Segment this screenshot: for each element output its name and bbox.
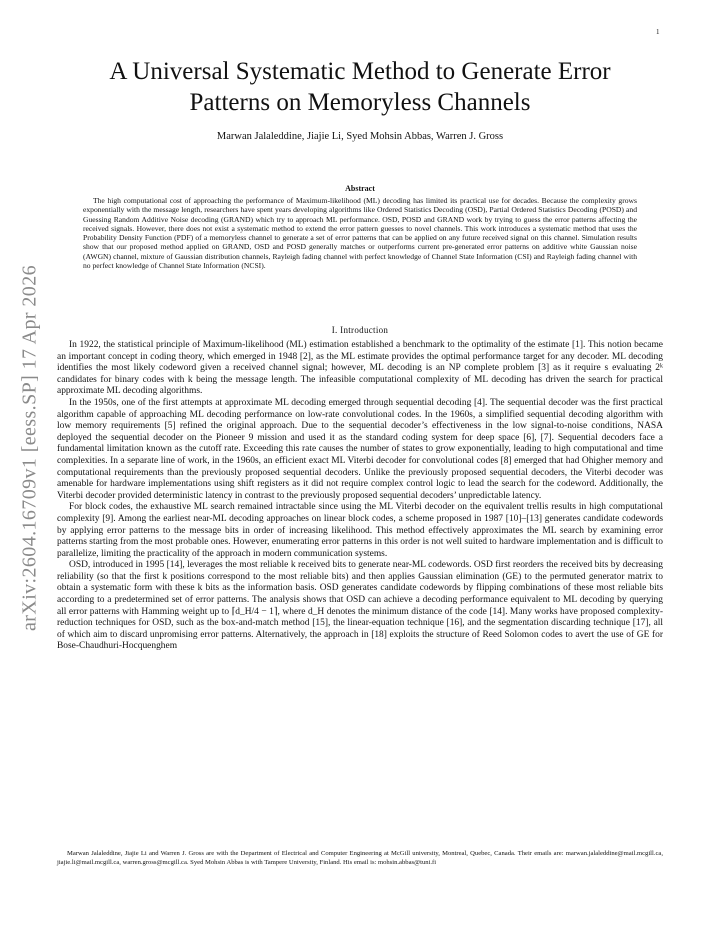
- author-affiliation-footnote: Marwan Jalaleddine, Jiajie Li and Warren J. Gross are with the Department of Electrical and Computer Engineering at McGill university, Montreal, Quebec, Canada. Their emails are: marwan.jalaleddine@mail.mcgill.ca, jiajie.li@mail.mcgill.ca, warren.gross@mcgill.ca. Syed Mohsin Abbas is with Tampere University, Finland. His email is: mohsin.abbas@tuni.fi: [57, 850, 663, 866]
- title-line-1: A Universal Systematic Method to Generate Error: [109, 58, 611, 85]
- page-number: 1: [656, 28, 660, 36]
- paper-title: [40, 56, 680, 118]
- author-list: Marwan Jalaleddine, Jiajie Li, Syed Mohsin Abbas, Warren J. Gross: [216, 131, 504, 142]
- abstract-text: The high computational cost of approaching the performance of Maximum-likelihood (ML) decoding has limited its practical use for decades. Because the complexity grows exponentially with the message length, researchers have spent years developing algorithms like Ordered Statistics Decoding (OSD), Partial Ordered Statistics Decoding (POSD) and Guessing Random Additive Noise decoding (GRAND) which try to approach ML performance. OSD, POSD and GRAND work by trying to guess the error patterns affecting the received signals. However, there does not exist a systematic method to extend the error pattern guesses to novel channels. This work introduces a systematic method that uses the Probability Density Function (PDF) of a memoryless channel to generate a set of error patterns that can be applied on any future received signal on this channel. Simulation results show that our proposed method applied on GRAND, OSD and POSD generally matches or outperforms current pre-generated error patterns on additive white Gaussian noise (AWGN) channel, mixture of Gaussian distribution channels, Rayleigh fading channel with perfect knowledge of Channel State Information (CSI) and Rayleigh fading channel with no perfect knowledge of Channel State Information (NCSI).: [83, 196, 637, 271]
- title-line-2: Patterns on Memoryless Channels: [189, 89, 531, 116]
- arxiv-watermark[interactable]: arXiv:2604.16709v1 [eess.SP] 17 Apr 2026: [18, 265, 41, 631]
- intro-paragraph-1: In 1922, the statistical principle of Maximum-likelihood (ML) estimation established a benchmark to the optimality of the estimate [1]. This notion became an important concept in coding theory, which emerged in 1948 [2], as the ML estimate provides the optimal performance target for any decoder. ML decoding identifies the most likely codeword given a received channel signal; however, ML decoding is an NP complete problem [3] as it require s evaluating 2ᵏ candidates for binary codes with k being the message length. The infeasible computational complexity of ML decoding has driven the search for practical approximate ML decoding algorithms.: [57, 340, 663, 397]
- intro-paragraph-2: In the 1950s, one of the first attempts at approximate ML decoding emerged through sequential decoding [4]. The sequential decoder was the first practical algorithm capable of approaching ML decoding performance on low-rate convolutional codes. In the 1960s, a simplified sequential decoding algorithm with low memory requirements [5] refined the original approach. Due to the sequential decoder’s effectiveness in the low signal-to-noise conditions, NASA deployed the sequential decoder on the Pioneer 9 mission and used it as the standard coding system for deep space [6], [7]. Sequential decoders face a fundamental limitation known as the cutoff rate. Exceeding this rate causes the number of states to grow exponentially, leading to high computational and time complexities. In a separate line of work, in the 1960s, an efficient exact ML Viterbi decoder for convolutional codes [8] emerged that had Ohigher memory and computational requirements than the previously proposed sequential decoders. Unlike the previously proposed sequential decoders, the Viterbi decoder was amenable for hardware implementations using shift registers as it did not require complex control logic to lead the search for the codeword. Additionally, the Viterbi decoder provided deterministic latency in contrast to the previously proposed sequential decoders’ unpredictable latency.: [57, 397, 663, 501]
- abstract-heading: Abstract: [345, 184, 375, 193]
- intro-paragraph-3: For block codes, the exhaustive ML search remained intractable since using the ML Viterbi decoder on the equivalent trellis results in high computational complexity [9]. Among the earliest near-ML decoding approaches on linear block codes, a scheme proposed in 1987 [10]–[13] generates candidate codewords by applying error patterns to the message bits in order of increasing likelihood. This method effectively approximates the ML search by examining error patterns starting from the most probable ones. However, enumerating error patterns in this order is not well suited to hardware implementation and is difficult to parallelize, limiting the practicality of the approach in modern communication systems.: [57, 502, 663, 559]
- intro-paragraph-4: OSD, introduced in 1995 [14], leverages the most reliable k received bits to generate near-ML codewords. OSD first reorders the received bits by decreasing reliability (so that the first k positions correspond to the most reliable bits) and then applies Gaussian elimination (GE) to the permuted generator matrix to obtain a systematic form with these k bits as the information basis. OSD generates candidate codewords by flipping combinations of these most reliable bits according to a predetermined set of error patterns. The analysis shows that OSD can achieve a decoding performance equivalent to ML decoding by querying all error patterns with Hamming weight up to ⌈d_H/4 − 1⌉, where d_H denotes the minimum distance of the code [14]. Many works have proposed complexity-reduction techniques for OSD, such as the box-and-match method [15], the linear-equation technique [16], and the segmentation discarding technique [17], all of which aim to discard unpromising error patterns. Alternatively, the approach in [18] exploits the structure of Reed Solomon codes to avert the use of GE for Bose-Chaudhuri-Hocquenghem: [57, 560, 663, 652]
- section-heading-introduction: I. Introduction: [331, 325, 389, 335]
- introduction-body: [57, 340, 663, 653]
